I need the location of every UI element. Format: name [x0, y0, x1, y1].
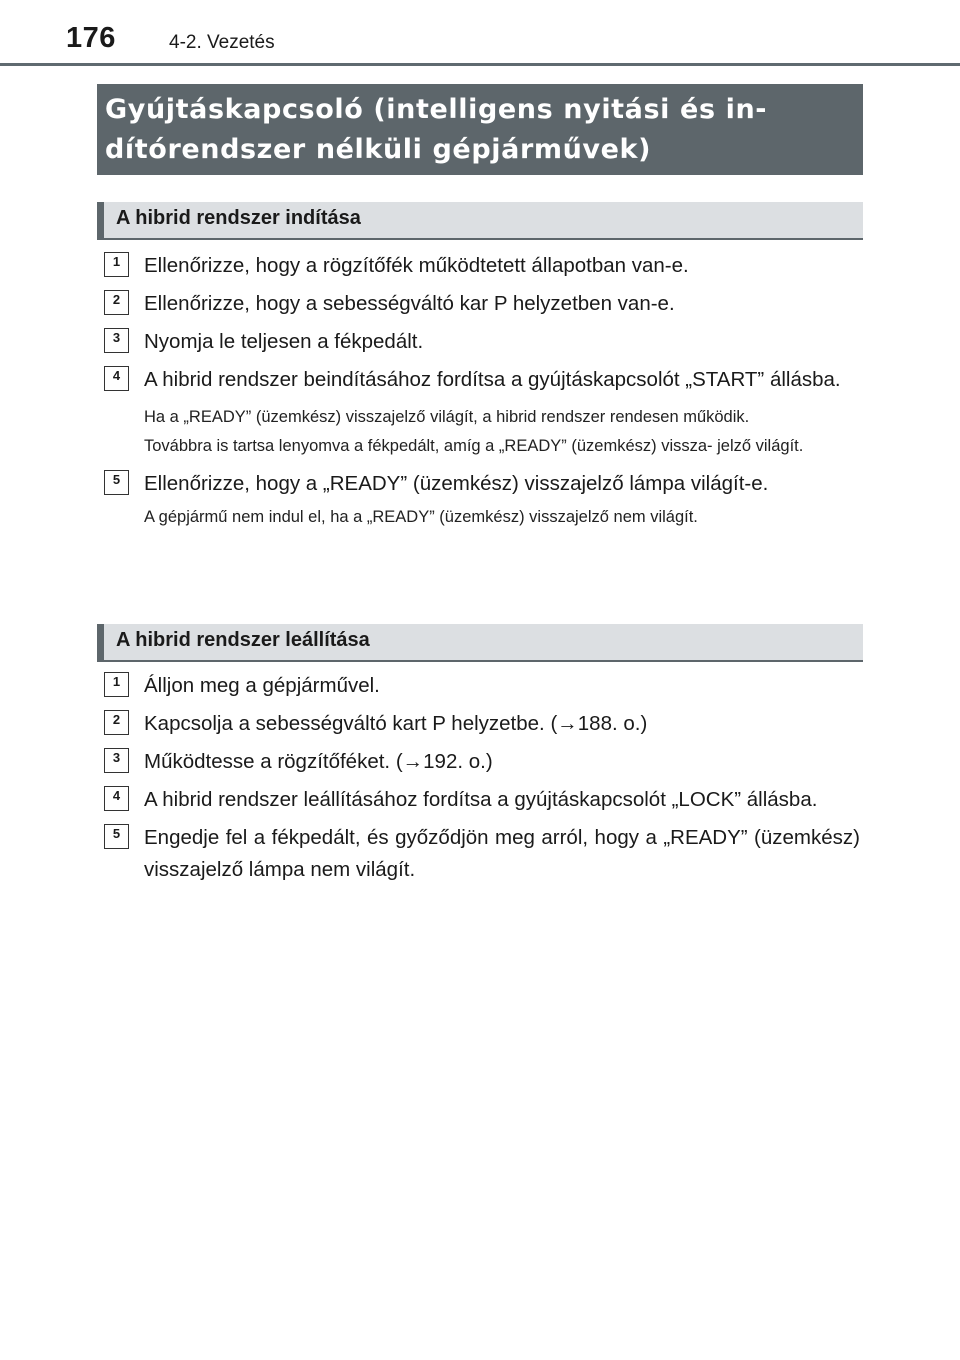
header-divider — [0, 63, 960, 66]
step-text: Engedje fel a fékpedált, és győződjön meg arról, hogy a „READY” (üzemkész) visszajelző lámpa nem világít. — [144, 826, 860, 881]
list-item — [104, 250, 860, 282]
step-number-badge: 2 — [104, 290, 129, 315]
list-item — [104, 784, 860, 816]
step-text: Ellenőrizze, hogy a sebességváltó kar P helyzetben van-e. — [144, 292, 675, 315]
step-number-badge: 4 — [104, 366, 129, 391]
step-number-badge: 1 — [104, 252, 129, 277]
step-number-badge: 4 — [104, 786, 129, 811]
start-steps-list — [104, 250, 860, 529]
list-item — [104, 822, 860, 886]
list-item — [104, 288, 860, 320]
stop-steps-list — [104, 670, 860, 886]
step-number-badge: 1 — [104, 672, 129, 697]
step-text: Nyomja le teljesen a fékpedált. — [144, 330, 424, 353]
step-number-badge: 5 — [104, 470, 129, 495]
step-text: Álljon meg a gépjárművel. — [144, 674, 380, 697]
step-text: Kapcsolja a sebességváltó kart P helyzetbe. (→188. o.) — [144, 712, 648, 735]
step-note: Továbbra is tartsa lenyomva a fékpedált, amíg a „READY” (üzemkész) vissza- jelző világít. — [144, 437, 804, 455]
step-number-badge: 5 — [104, 824, 129, 849]
step-number-badge: 3 — [104, 328, 129, 353]
page-number: 176 — [66, 22, 116, 54]
step-text: Működtesse a rögzítőféket. (→192. o.) — [144, 750, 493, 773]
list-item — [104, 326, 860, 358]
list-item — [104, 364, 860, 396]
section-heading-start: A hibrid rendszer indítása — [97, 202, 863, 240]
step-text: Ellenőrizze, hogy a „READY” (üzemkész) visszajelző lámpa világít-e. — [144, 472, 769, 495]
step-text: A hibrid rendszer beindításához fordítsa a gyújtáskapcsolót „START” állásba. — [144, 368, 841, 391]
step-note: Ha a „READY” (üzemkész) visszajelző világít, a hibrid rendszer rendesen működik. — [144, 408, 750, 426]
step-number-badge: 3 — [104, 748, 129, 773]
chapter-label: 4-2. Vezetés — [169, 32, 275, 53]
list-item — [104, 670, 860, 702]
list-item — [104, 468, 860, 500]
list-item — [104, 746, 860, 778]
section-heading-stop: A hibrid rendszer leállítása — [97, 624, 863, 662]
step-text: Ellenőrizze, hogy a rögzítőfék működtetett állapotban van-e. — [144, 254, 689, 277]
list-item — [104, 708, 860, 740]
page-title: Gyújtáskapcsoló (intelligens nyitási és in- dítórendszer nélküli gépjárművek) — [97, 84, 863, 175]
page-header — [0, 0, 960, 66]
step-text: A hibrid rendszer leállításához fordítsa a gyújtáskapcsolót „LOCK” állásba. — [144, 788, 818, 811]
step-note: A gépjármű nem indul el, ha a „READY” (üzemkész) visszajelző nem világít. — [144, 508, 698, 526]
step-number-badge: 2 — [104, 710, 129, 735]
